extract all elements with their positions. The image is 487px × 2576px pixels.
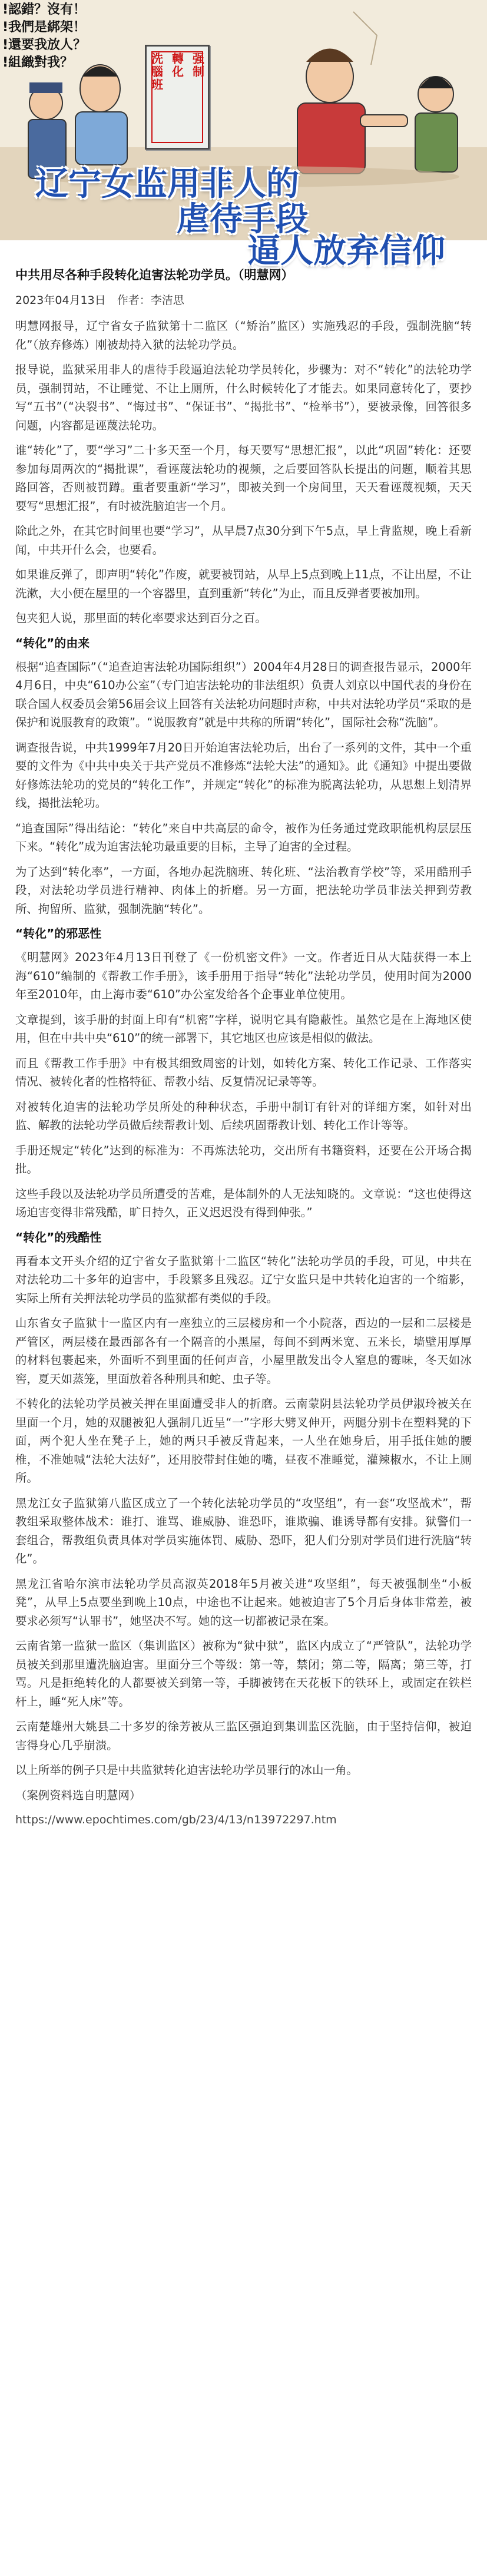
paragraph: 根据“追查国际”（“追查迫害法轮功国际组织”）2004年4月28日的调查报告显示，2000年4月6日，中央“610办公室”（专门迫害法轮功的非法组织）负责人刘京以中国代表的身份在联合国人权委员会第56届会议上回答有关法轮功问题时声称，中共对法轮功学员“采取的是保护和说服教育的政策”。“说服教育”就是中共称的所谓“转化”，国际社会称“洗脑”。 [15,660,472,729]
paragraph: 文章提到，该手册的封面上印有“机密”字样，说明它具有隐蔽性。虽然它是在上海地区使用，但在中共中央“610”的统一部署下，其它地区也应该是相似的做法。 [15,1012,472,1045]
paragraph: 谁“转化”了，要“学习”二十多天至一个月，每天要写“思想汇报”，以此“巩固”转化：还要参加每周两次的“揭批课”，看诬蔑法轮功的视频，之后要回答队长提出的问题，顺着其思路回答，否则被罚蹲。重者要重新“学习”，即被关到一个房间里，天天看诬蔑视频，天天要写“思想汇报”，有时被洗脑迫害一个月。 [15,443,472,513]
paragraph: 手册还规定“转化”达到的标准为：不再炼法轮功，交出所有书籍资料，还要在公开场合揭批。 [15,1143,472,1176]
section-heading-evil-nature: “转化”的邪恶性 [15,926,102,941]
paragraph: 云南省第一监狱一监区（集训监区）被称为“狱中狱”，监区内成立了“严管队”，法轮功学员被关到那里遭洗脑迫害。里面分三个等级：第一等，禁闭；第二等，隔离；第三等，打骂。凡是拒绝转化的人都要被关到第一等，手脚被铐在天花板下的铁环上，或固定在铁栏杆上，睡“死人床”等。 [15,1639,472,1708]
paragraph: 包夹犯人说，那里面的转化率要求达到百分之百。 [15,611,267,625]
paragraph: 除此之外，在其它时间里也要“学习”，从早晨7点30分到下午5点，早上背监规，晚上看新闻，中共开什么会，也要看。 [15,524,472,557]
sign-text-3: 强制 [190,52,205,78]
paragraph: 对被转化迫害的法轮功学员所处的种种状态，手册中制订有针对的详细方案，如针对出监、解教的法轮功学员做后续帮教计划、后续巩固帮教计划、转化工作计等等。 [15,1100,472,1132]
hero-title-line-2: 虐待手段 [177,200,309,239]
sign-text-2: 轉化 [170,52,184,78]
section-heading-cruelty: “转化”的残酷性 [15,1230,102,1244]
hero-title-line-3: 逼人放弃信仰 [247,232,445,270]
hero-title-line-1: 辽宁女监用非人的 [35,165,299,203]
paragraph: 为了达到“转化率”，一方面，各地办起洗脑班、转化班、“法治教育学校”等，采用酷刑手段，对法轮功学员进行精神、肉体上的折磨。另一方面，把法轮功学员非法关押到劳教所、拘留所、监狱，强制洗脑“转化”。 [15,865,472,916]
paragraph: 如果谁反弹了，即声明“转化”作废，就要被罚站，从早上5点到晚上11点，不让出屋，不让洗漱，大小便在屋里的一个容器里，直到重新“转化”为止，而且反弹者要被加刑。 [15,568,472,600]
paragraph: 以上所举的例子只是中共监狱转化迫害法轮功学员罪行的冰山一角。 [15,1763,358,1777]
hero-illustration [0,0,487,240]
source-note: （案例资料选自明慧网） [15,1788,141,1802]
paragraph: 黑龙江省哈尔滨市法轮功学员高淑英2018年5月被关进“攻坚组”，每天被强制坐“小板凳”，从早上5点要坐到晚上10点，中途也不让起来。她被迫害了5个月后身体非常差，被要求必须写“认罪书”，她坚决不写。她的这一切都被记录在案。 [15,1577,472,1628]
paragraph: 山东省女子监狱十一监区内有一座独立的三层楼房和一个小院落，西边的一层和二层楼是严管区，两层楼在最西部各有一个隔音的小黑屋，每间不到两米宽、五米长，墙壁用厚厚的材料包裹起来，外面听不到里面的任何声音，小屋里散发出令人窒息的霉味，冬天如冰窖，夏天如蒸笼，里面放着各种刑具和蛇、虫子等。 [15,1316,472,1386]
article-headline: 中共用尽各种手段转化迫害法轮功学员。（明慧网） [15,268,294,282]
speech-bubble-text: !認錯？沒有！ !我們是綁架！ !還要我放人？ !組織對我？ [2,2,87,70]
paragraph: 再看本文开头介绍的辽宁省女子监狱第十二监区“转化”法轮功学员的手段，可见，中共在对法轮功二十多年的迫害中，手段繁多且残忍。辽宁女监只是中共转化迫害的一个缩影，实际上所有关押法轮功学员的监狱都有类似的手段。 [15,1254,472,1305]
paragraph: 这些手段以及法轮功学员所遭受的苦难，是体制外的人无法知晓的。文章说：“这也使得这场迫害变得非常残酷，旷日持久，正义迟迟没有得到伸张。” [15,1187,472,1219]
paragraph: 明慧网报导，辽宁省女子监狱第十二监区（“矫治”监区）实施残忍的手段，强制洗脑“转化”（放弃修炼）刚被劫持入狱的法轮功学员。 [15,319,472,352]
paragraph: 不转化的法轮功学员被关押在里面遭受非人的折磨。云南蒙阴县法轮功学员伊淑玲被关在里面一个月，她的双腿被犯人强制几近呈“一”字形大劈叉伸开，两腿分别卡在塑料凳的下面，两个犯人坐在凳子上，她的两只手被反背起来，一人坐在她身后，用手抵住她的腰椎，不准她喊“法轮大法好”，还用胶带封住她的嘴，昼夜不准睡觉，灌辣椒水，不让上厕所。 [15,1397,472,1485]
paragraph: 黑龙江女子监狱第八监区成立了一个转化法轮功学员的“攻坚组”，有一套“攻坚战术”，帮教组采取整体战术：谁打、谁骂、谁威胁、谁恐吓，谁欺骗、谁诱导都有安排。狱警们一套组合，帮教组负责具体对学员实施体罚、威胁、恐吓，犯人们分别对学员们进行洗脑“转化”。 [15,1496,472,1565]
article-byline: 2023年04月13日 作者：李洁思 [15,294,184,307]
paragraph: 报导说，监狱采用非人的虐待手段逼迫法轮功学员转化，步骤为：对不“转化”的法轮功学员，强制罚站，不让睡觉、不让上厕所，什么时候转化了才能去。如果同意转化了，要抄写“五书”（“决裂书”、“悔过书”、“保证书”、“揭批书”、“检举书”），要被录像，回答很多问题，内容都是诬蔑法轮功。 [15,363,472,432]
paragraph: 调查报告说，中共1999年7月20日开始迫害法轮功后，出台了一系列的文件，其中一个重要的文件为《中共中央关于共产党员不准修炼“法轮大法”的通知》。此《通知》中提出要做好修炼法轮功的党员的“转化工作”，并规定“转化”的标准为脱离法轮功，从思想上划清界线，揭批法轮功。 [15,740,472,810]
brainwashing-sign [145,45,210,150]
paragraph: “追查国际”得出结论：“转化”来自中共高层的命令，被作为任务通过党政职能机构层层压下来。“转化”成为迫害法轮功最重要的目标，主导了迫害的全过程。 [15,821,472,853]
section-heading-origin: “转化”的由来 [15,635,90,650]
paragraph: 云南楚雄州大姚县二十多岁的徐芳被从三监区强迫到集训监区洗脑，由于坚持信仰，被迫害得身心几乎崩溃。 [15,1720,472,1752]
sign-text-1: 洗腦班 [149,52,164,91]
article-body [0,266,487,1829]
source-url-link[interactable]: https://www.epochtimes.com/gb/23/4/13/n13972297.htm [15,1813,337,1826]
paragraph: 《明慧网》2023年4月13日刊登了《一份机密文件》一文。作者近日从大陆获得一本上海“610”编制的《帮教工作手册》，该手册用于指导“转化”法轮功学员，使用时间为2000年至2010年，由上海市委“610”办公室发给各个企事业单位使用。 [15,951,472,1001]
paragraph: 而且《帮教工作手册》中有极其细致周密的计划，如转化方案、转化工作记录、工作落实情况、被转化者的性格特征、帮教小结、反复情况记录等等。 [15,1056,472,1088]
